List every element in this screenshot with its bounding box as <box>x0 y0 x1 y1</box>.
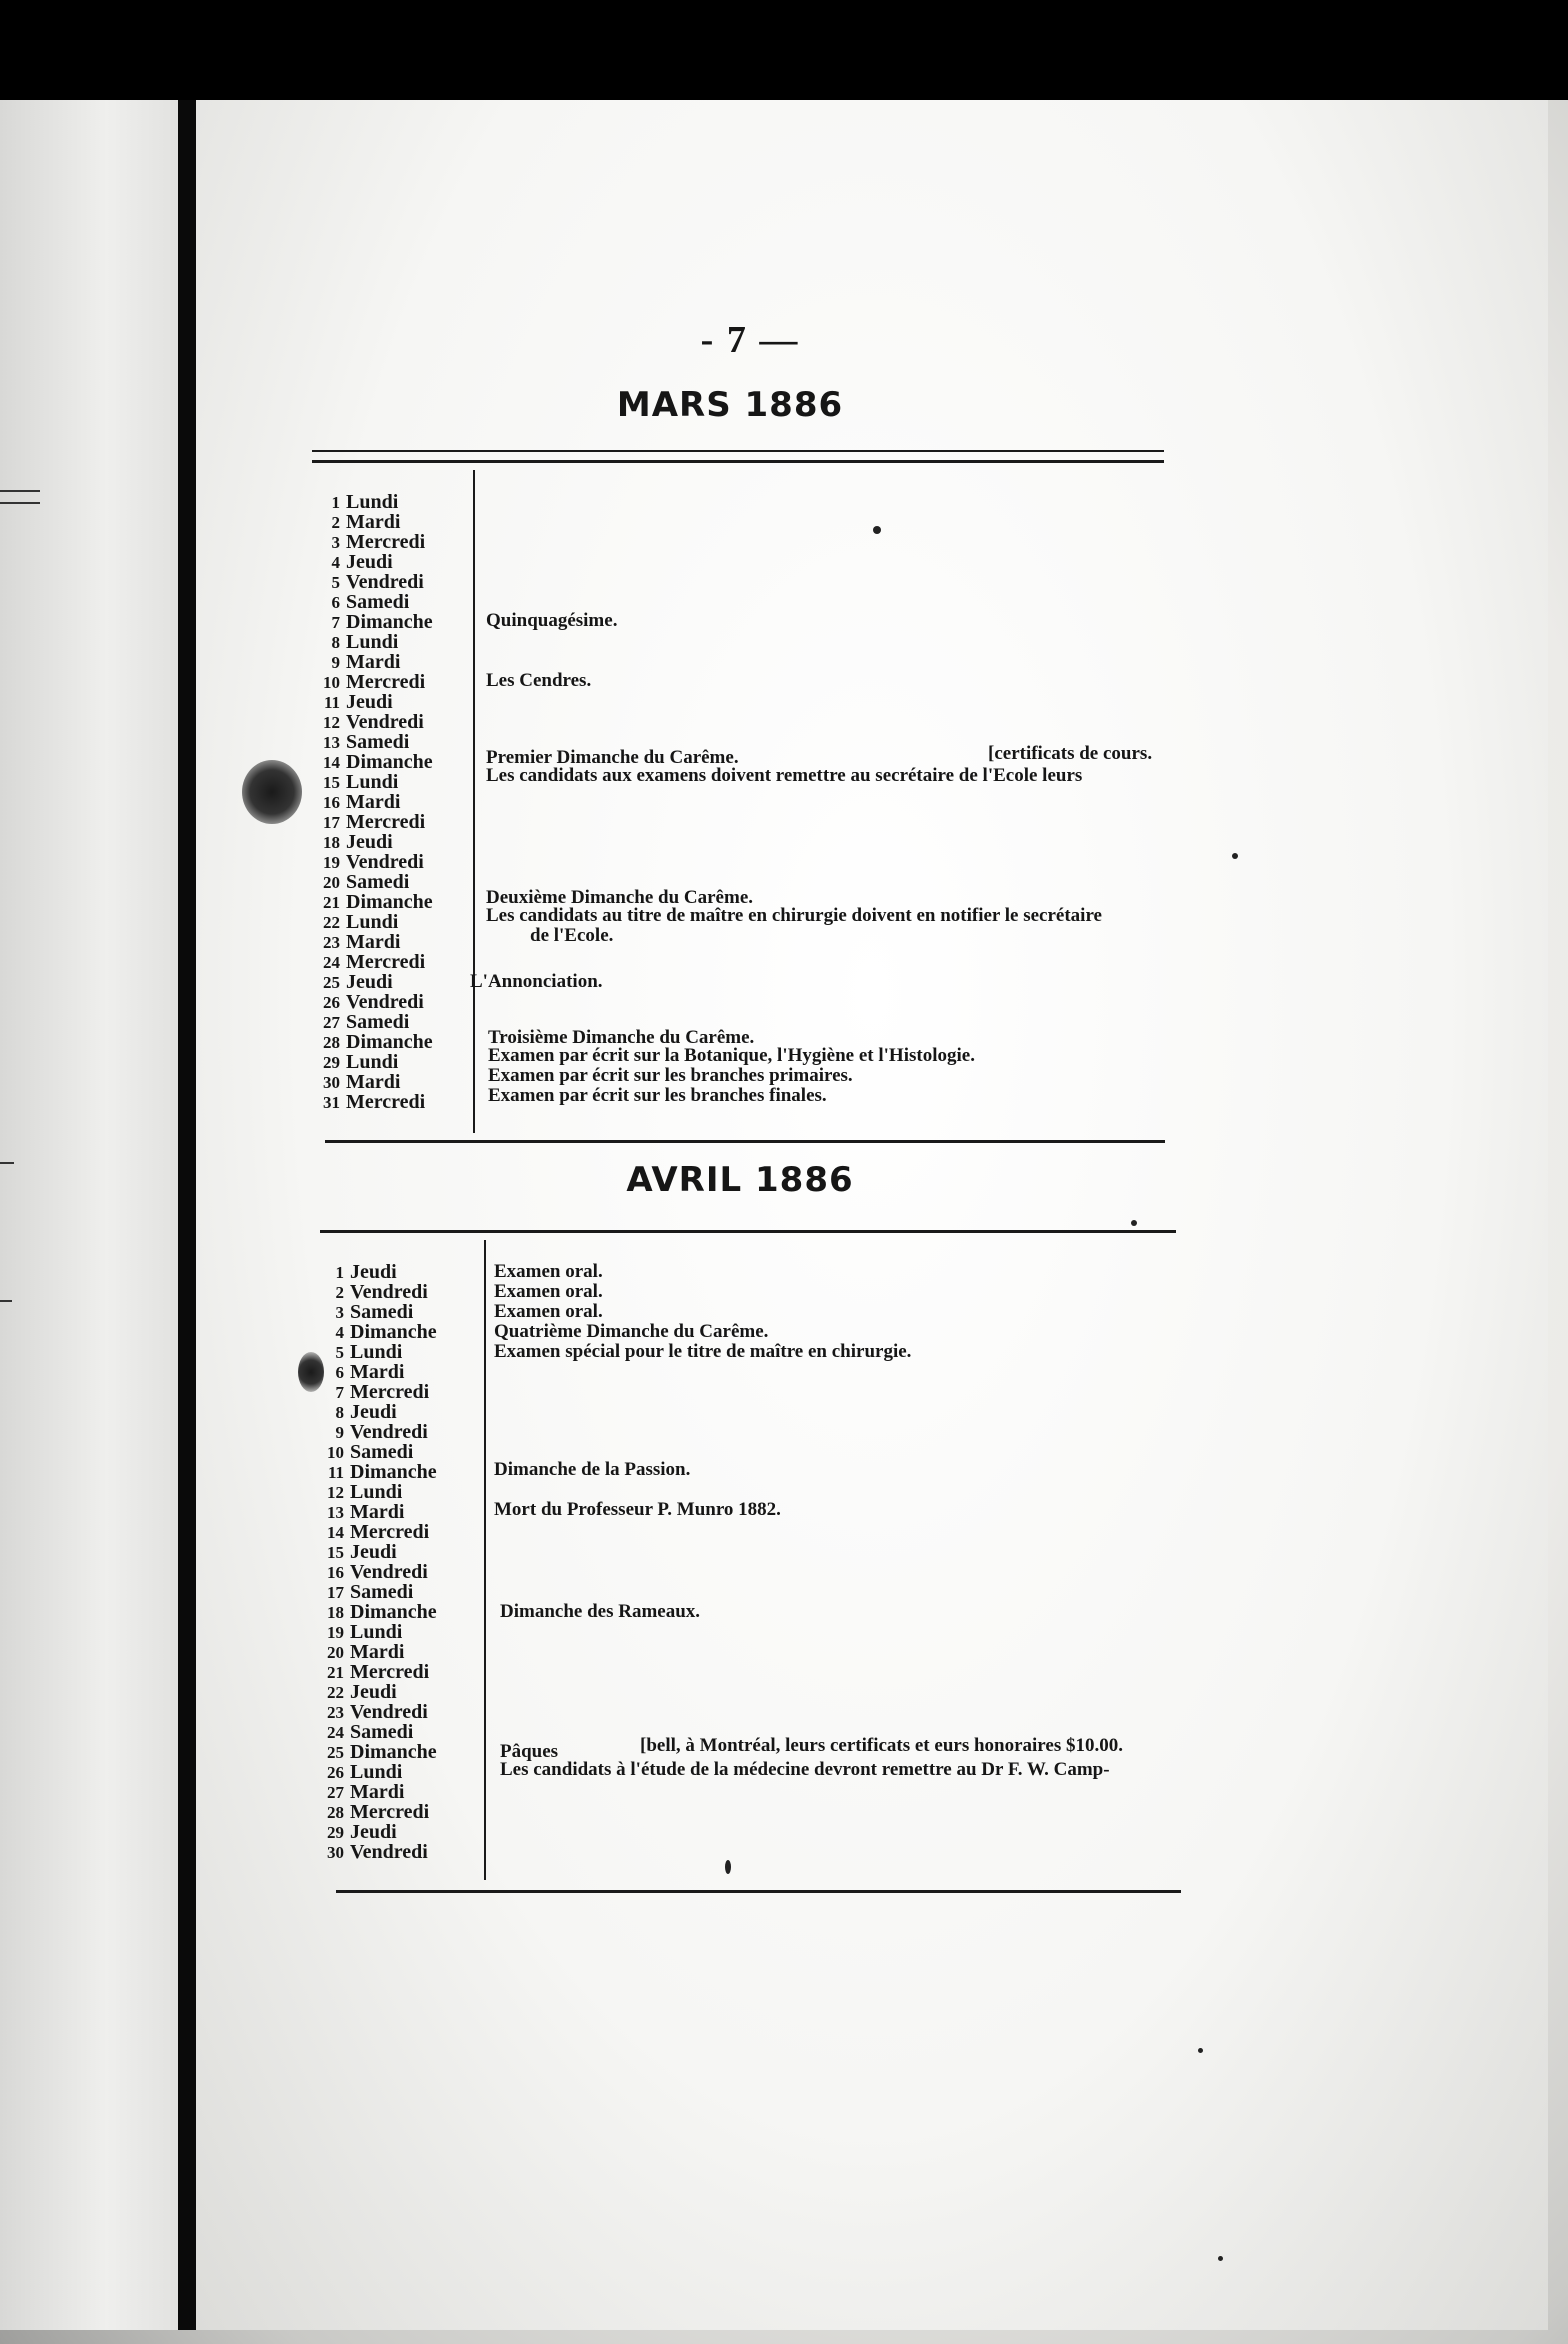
avril-event: Les candidats à l'étude de la médecine devront remettre au Dr F. W. Camp- <box>500 1759 1110 1780</box>
day-number: 22 <box>327 1683 344 1702</box>
day-number: 13 <box>327 1503 344 1522</box>
day-row <box>318 532 433 552</box>
day-weekday: Dimanche <box>350 1741 437 1763</box>
left-page-rule <box>0 502 40 504</box>
day-weekday: Mardi <box>350 1641 405 1663</box>
day-number: 27 <box>327 1783 344 1802</box>
day-number: 4 <box>331 553 340 572</box>
mars-event: Examen par écrit sur les branches finales. <box>488 1085 827 1106</box>
day-weekday: Samedi <box>346 871 410 893</box>
avril-day-list <box>322 1262 437 1862</box>
day-row <box>322 1482 437 1502</box>
day-number: 30 <box>327 1843 344 1862</box>
day-number: 11 <box>323 693 340 712</box>
day-row <box>318 772 433 792</box>
day-number: 10 <box>323 673 340 692</box>
avril-event: Mort du Professeur P. Munro 1882. <box>494 1499 781 1520</box>
day-number: 19 <box>327 1623 344 1642</box>
day-row <box>318 1012 433 1032</box>
day-weekday: Mardi <box>346 651 401 673</box>
avril-event: Examen oral. <box>494 1301 603 1322</box>
mars-event: Troisième Dimanche du Carême. <box>488 1027 755 1048</box>
day-number: 9 <box>331 653 340 672</box>
binding-shadow <box>178 100 196 2330</box>
mars-column-rule <box>473 470 475 1133</box>
day-row <box>322 1602 437 1622</box>
mars-top-rule-double <box>312 460 1164 463</box>
mars-event: Les candidats au titre de maître en chirurgie doivent en notifier le secrétaire <box>486 905 1102 926</box>
day-row <box>318 932 433 952</box>
day-weekday: Jeudi <box>350 1401 397 1423</box>
day-row <box>318 492 433 512</box>
day-weekday: Dimanche <box>350 1461 437 1483</box>
day-number: 17 <box>327 1583 344 1602</box>
day-weekday: Mercredi <box>350 1381 430 1403</box>
day-row <box>322 1422 437 1442</box>
day-row <box>322 1762 437 1782</box>
avril-title: AVRIL 1886 <box>626 1160 854 1200</box>
day-row <box>318 1032 433 1052</box>
day-weekday: Mercredi <box>346 811 426 833</box>
mars-event: L'Annonciation. <box>470 971 603 992</box>
day-number: 14 <box>327 1523 344 1542</box>
day-number: 25 <box>323 973 340 992</box>
day-number: 29 <box>327 1823 344 1842</box>
day-weekday: Dimanche <box>346 611 433 633</box>
mars-event: Examen par écrit sur les branches primaires. <box>488 1065 853 1086</box>
day-weekday: Lundi <box>350 1481 403 1503</box>
day-number: 15 <box>323 773 340 792</box>
avril-event: Examen spécial pour le titre de maître en chirurgie. <box>494 1341 912 1362</box>
day-weekday: Dimanche <box>346 1031 433 1053</box>
day-row <box>318 912 433 932</box>
day-row <box>318 792 433 812</box>
day-row <box>322 1782 437 1802</box>
mars-event: [certificats de cours. <box>988 743 1153 764</box>
day-number: 24 <box>327 1723 344 1742</box>
day-weekday: Samedi <box>350 1581 414 1603</box>
day-row <box>318 1052 433 1072</box>
mars-event: Examen par écrit sur la Botanique, l'Hygiène et l'Histologie. <box>488 1045 975 1066</box>
day-number: 21 <box>323 893 340 912</box>
day-row <box>322 1582 437 1602</box>
day-weekday: Lundi <box>346 1051 399 1073</box>
day-number: 8 <box>335 1403 344 1422</box>
day-weekday: Mardi <box>346 931 401 953</box>
day-number: 27 <box>323 1013 340 1032</box>
speck <box>1218 2256 1223 2261</box>
day-number: 28 <box>323 1033 340 1052</box>
day-number: 11 <box>327 1463 344 1482</box>
speck <box>1198 2048 1203 2053</box>
day-weekday: Mardi <box>346 511 401 533</box>
day-number: 3 <box>335 1303 344 1322</box>
day-weekday: Mercredi <box>350 1801 430 1823</box>
day-weekday: Vendredi <box>346 851 424 873</box>
day-number: 20 <box>327 1643 344 1662</box>
avril-event: Examen oral. <box>494 1261 603 1282</box>
day-number: 16 <box>327 1563 344 1582</box>
day-row <box>322 1262 437 1282</box>
day-weekday: Jeudi <box>346 971 393 993</box>
day-row <box>322 1642 437 1662</box>
day-row <box>318 1092 433 1112</box>
day-row <box>322 1322 437 1342</box>
day-weekday: Vendredi <box>350 1701 428 1723</box>
day-number: 9 <box>335 1423 344 1442</box>
day-weekday: Samedi <box>350 1301 414 1323</box>
day-row <box>322 1462 437 1482</box>
day-row <box>322 1522 437 1542</box>
day-number: 23 <box>327 1703 344 1722</box>
day-row <box>318 972 433 992</box>
day-row <box>322 1622 437 1642</box>
day-weekday: Lundi <box>350 1761 403 1783</box>
day-number: 8 <box>331 633 340 652</box>
day-row <box>322 1362 437 1382</box>
day-row <box>318 732 433 752</box>
day-row <box>318 992 433 1012</box>
day-weekday: Dimanche <box>350 1601 437 1623</box>
day-weekday: Mercredi <box>346 531 426 553</box>
day-weekday: Jeudi <box>346 831 393 853</box>
day-weekday: Mercredi <box>350 1521 430 1543</box>
day-number: 6 <box>331 593 340 612</box>
day-row <box>322 1502 437 1522</box>
day-row <box>318 632 433 652</box>
day-weekday: Mardi <box>350 1361 405 1383</box>
day-number: 22 <box>323 913 340 932</box>
day-weekday: Dimanche <box>350 1321 437 1343</box>
day-weekday: Mercredi <box>346 951 426 973</box>
day-weekday: Vendredi <box>346 571 424 593</box>
day-number: 18 <box>327 1603 344 1622</box>
day-number: 24 <box>323 953 340 972</box>
day-row <box>318 652 433 672</box>
day-number: 6 <box>335 1363 344 1382</box>
day-row <box>322 1722 437 1742</box>
day-row <box>318 872 433 892</box>
avril-event: Quatrième Dimanche du Carême. <box>494 1321 769 1342</box>
day-number: 14 <box>323 753 340 772</box>
day-number: 26 <box>323 993 340 1012</box>
page-sheet <box>196 100 1548 2330</box>
mars-day-list <box>318 492 433 1112</box>
day-weekday: Jeudi <box>350 1261 397 1283</box>
avril-event: Pâques <box>500 1741 559 1762</box>
mars-event: Deuxième Dimanche du Carême. <box>486 887 754 908</box>
avril-top-rule <box>320 1230 1176 1233</box>
day-row <box>322 1342 437 1362</box>
day-weekday: Lundi <box>346 631 399 653</box>
day-weekday: Jeudi <box>350 1681 397 1703</box>
mars-bottom-rule <box>325 1140 1165 1143</box>
day-number: 12 <box>323 713 340 732</box>
day-weekday: Lundi <box>350 1341 403 1363</box>
day-row <box>322 1442 437 1462</box>
day-weekday: Vendredi <box>350 1561 428 1583</box>
day-weekday: Lundi <box>346 911 399 933</box>
day-number: 28 <box>327 1803 344 1822</box>
day-row <box>318 672 433 692</box>
day-row <box>322 1682 437 1702</box>
day-number: 31 <box>323 1093 340 1112</box>
page-number: - 7 — <box>700 319 800 361</box>
day-weekday: Samedi <box>346 731 410 753</box>
day-weekday: Samedi <box>350 1721 414 1743</box>
day-row <box>318 832 433 852</box>
day-number: 26 <box>327 1763 344 1782</box>
day-row <box>318 812 433 832</box>
day-row <box>322 1822 437 1842</box>
left-page-mark <box>0 1300 12 1302</box>
day-number: 1 <box>331 493 340 512</box>
day-row <box>318 712 433 732</box>
day-number: 4 <box>335 1323 344 1342</box>
day-number: 10 <box>327 1443 344 1462</box>
ink-blot <box>242 760 302 824</box>
day-weekday: Mardi <box>350 1501 405 1523</box>
day-number: 2 <box>331 513 340 532</box>
day-weekday: Jeudi <box>346 691 393 713</box>
day-weekday: Vendredi <box>350 1281 428 1303</box>
day-number: 2 <box>335 1283 344 1302</box>
day-number: 12 <box>327 1483 344 1502</box>
mars-event: Premier Dimanche du Carême. <box>486 747 739 768</box>
day-row <box>318 1072 433 1092</box>
day-row <box>322 1662 437 1682</box>
day-number: 20 <box>323 873 340 892</box>
day-number: 13 <box>323 733 340 752</box>
speck <box>873 526 881 534</box>
day-row <box>322 1382 437 1402</box>
day-weekday: Samedi <box>350 1441 414 1463</box>
day-row <box>322 1402 437 1422</box>
day-number: 21 <box>327 1663 344 1682</box>
day-weekday: Vendredi <box>350 1421 428 1443</box>
day-number: 19 <box>323 853 340 872</box>
day-row <box>318 612 433 632</box>
avril-event: [bell, à Montréal, leurs certificats et eurs honoraires $10.00. <box>640 1735 1123 1756</box>
day-row <box>322 1702 437 1722</box>
day-number: 7 <box>331 613 340 632</box>
mars-event: Quinquagésime. <box>486 610 618 631</box>
day-number: 30 <box>323 1073 340 1092</box>
day-number: 25 <box>327 1743 344 1762</box>
day-row <box>322 1302 437 1322</box>
day-row <box>318 692 433 712</box>
mars-event: Les candidats aux examens doivent remettre au secrétaire de l'Ecole leurs <box>486 765 1083 786</box>
day-row <box>322 1282 437 1302</box>
day-row <box>318 512 433 532</box>
speck <box>1131 1220 1137 1226</box>
mars-title: MARS 1886 <box>616 385 844 425</box>
avril-event: Dimanche des Rameaux. <box>500 1601 701 1622</box>
day-weekday: Samedi <box>346 591 410 613</box>
day-row <box>322 1542 437 1562</box>
speck <box>725 1860 731 1874</box>
day-row <box>318 852 433 872</box>
day-number: 5 <box>335 1343 344 1362</box>
day-number: 17 <box>323 813 340 832</box>
day-weekday: Mardi <box>346 791 401 813</box>
day-row <box>322 1562 437 1582</box>
day-row <box>318 892 433 912</box>
day-number: 16 <box>323 793 340 812</box>
day-weekday: Mercredi <box>350 1661 430 1683</box>
day-weekday: Dimanche <box>346 891 433 913</box>
avril-column-rule <box>484 1240 486 1880</box>
previous-page-edge <box>0 100 178 2330</box>
day-number: 18 <box>323 833 340 852</box>
day-number: 15 <box>327 1543 344 1562</box>
avril-event: Examen oral. <box>494 1281 603 1302</box>
day-weekday: Vendredi <box>346 711 424 733</box>
day-weekday: Vendredi <box>346 991 424 1013</box>
speck <box>1232 853 1238 859</box>
day-weekday: Mercredi <box>346 671 426 693</box>
day-weekday: Lundi <box>350 1621 403 1643</box>
day-number: 23 <box>323 933 340 952</box>
day-row <box>322 1842 437 1862</box>
day-weekday: Lundi <box>346 491 399 513</box>
day-row <box>318 592 433 612</box>
day-weekday: Jeudi <box>350 1821 397 1843</box>
day-weekday: Jeudi <box>350 1541 397 1563</box>
day-row <box>322 1802 437 1822</box>
left-page-mark <box>0 1162 14 1164</box>
avril-bottom-rule <box>336 1890 1181 1893</box>
day-row <box>318 752 433 772</box>
avril-event: Dimanche de la Passion. <box>494 1459 691 1480</box>
day-weekday: Vendredi <box>350 1841 428 1863</box>
mars-top-rule <box>312 450 1164 452</box>
day-weekday: Jeudi <box>346 551 393 573</box>
day-number: 29 <box>323 1053 340 1072</box>
day-row <box>322 1742 437 1762</box>
day-number: 3 <box>331 533 340 552</box>
day-row <box>318 572 433 592</box>
day-weekday: Mardi <box>346 1071 401 1093</box>
ink-blot <box>298 1352 324 1392</box>
day-weekday: Mercredi <box>346 1091 426 1113</box>
day-weekday: Samedi <box>346 1011 410 1033</box>
day-weekday: Mardi <box>350 1781 405 1803</box>
day-number: 5 <box>331 573 340 592</box>
day-row <box>318 552 433 572</box>
day-weekday: Dimanche <box>346 751 433 773</box>
mars-event: de l'Ecole. <box>530 925 614 946</box>
mars-event: Les Cendres. <box>486 670 592 691</box>
day-weekday: Lundi <box>346 771 399 793</box>
left-page-rule <box>0 490 40 492</box>
day-number: 1 <box>335 1263 344 1282</box>
top-border <box>0 0 1568 100</box>
day-row <box>318 952 433 972</box>
day-number: 7 <box>335 1383 344 1402</box>
